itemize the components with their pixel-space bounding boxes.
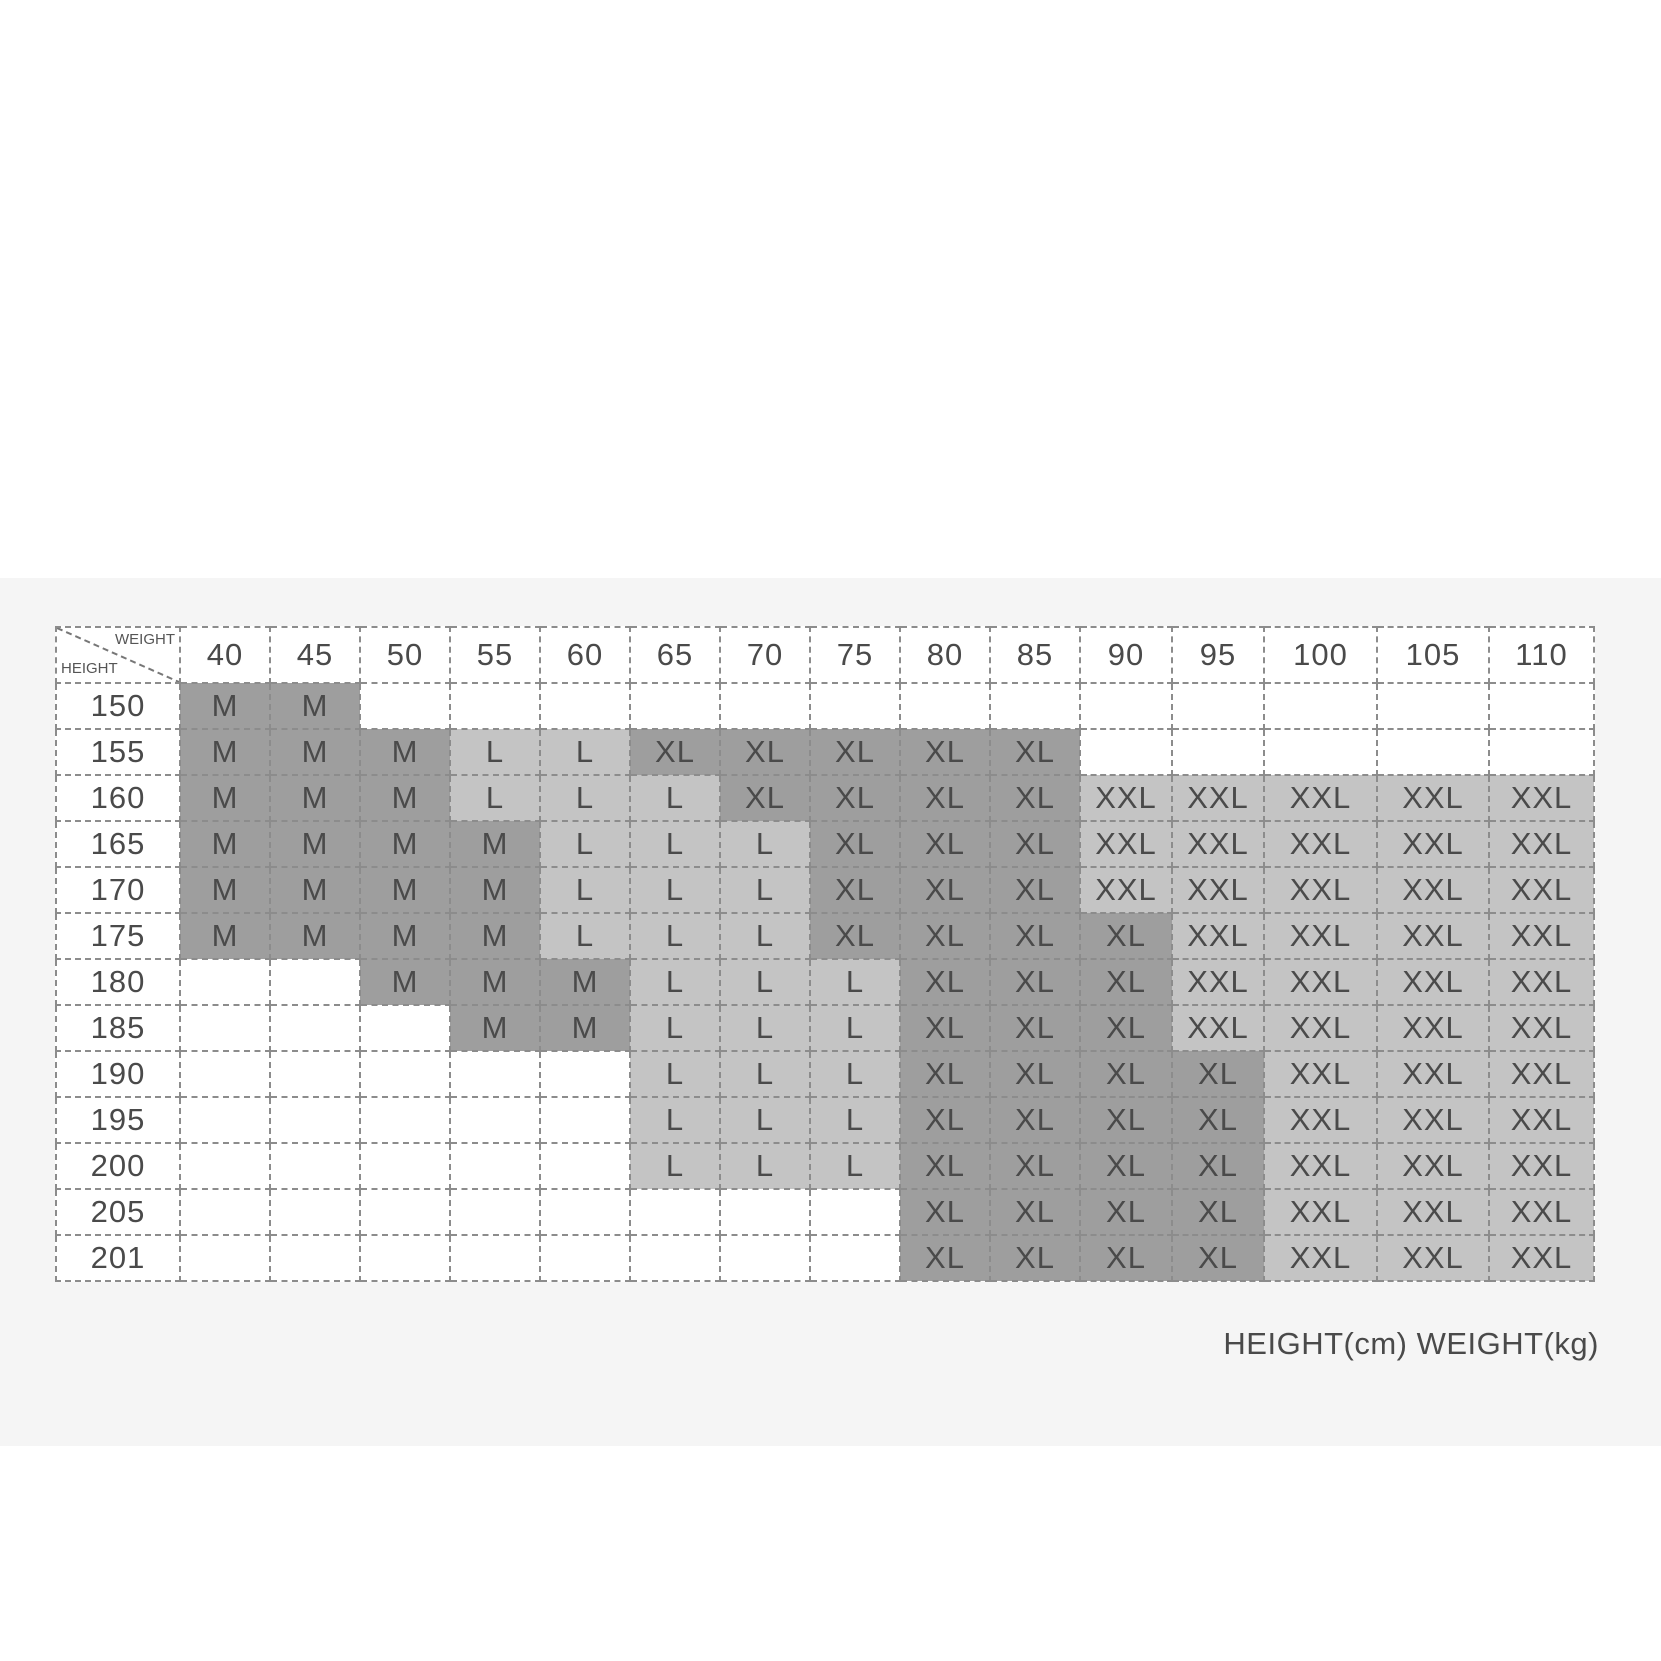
weight-column-header: 70 bbox=[720, 627, 810, 683]
empty-cell bbox=[270, 1235, 360, 1281]
height-row-header: 195 bbox=[56, 1097, 180, 1143]
size-cell: XXL bbox=[1489, 821, 1594, 867]
size-cell: L bbox=[720, 1097, 810, 1143]
table-row bbox=[56, 867, 1594, 913]
height-axis-label: HEIGHT bbox=[61, 660, 118, 677]
size-cell: XL bbox=[1080, 1235, 1172, 1281]
size-cell: M bbox=[360, 867, 450, 913]
height-row-header: 200 bbox=[56, 1143, 180, 1189]
weight-column-header: 55 bbox=[450, 627, 540, 683]
empty-cell bbox=[180, 1051, 270, 1097]
empty-cell bbox=[450, 1143, 540, 1189]
size-cell: XXL bbox=[1264, 959, 1377, 1005]
size-cell: L bbox=[450, 775, 540, 821]
empty-cell bbox=[900, 683, 990, 729]
weight-column-header: 50 bbox=[360, 627, 450, 683]
size-cell: L bbox=[810, 959, 900, 1005]
table-row bbox=[56, 913, 1594, 959]
size-cell: L bbox=[720, 913, 810, 959]
size-cell: XXL bbox=[1264, 775, 1377, 821]
weight-axis-label: WEIGHT bbox=[115, 631, 175, 648]
size-cell: L bbox=[630, 1051, 720, 1097]
empty-cell bbox=[450, 1235, 540, 1281]
size-chart-table bbox=[55, 626, 1595, 1282]
size-cell: XXL bbox=[1489, 959, 1594, 1005]
empty-cell bbox=[360, 1005, 450, 1051]
size-cell: M bbox=[270, 683, 360, 729]
weight-column-header: 110 bbox=[1489, 627, 1594, 683]
size-cell: L bbox=[810, 1143, 900, 1189]
weight-column-header: 95 bbox=[1172, 627, 1264, 683]
size-cell: M bbox=[360, 821, 450, 867]
size-cell: M bbox=[450, 867, 540, 913]
size-cell: M bbox=[450, 1005, 540, 1051]
empty-cell bbox=[630, 1235, 720, 1281]
size-cell: M bbox=[180, 913, 270, 959]
height-row-header: 160 bbox=[56, 775, 180, 821]
empty-cell bbox=[360, 1189, 450, 1235]
height-row-header: 170 bbox=[56, 867, 180, 913]
size-cell: XXL bbox=[1172, 959, 1264, 1005]
size-cell: M bbox=[450, 913, 540, 959]
size-cell: XL bbox=[810, 913, 900, 959]
size-cell: XXL bbox=[1264, 1051, 1377, 1097]
empty-cell bbox=[360, 1097, 450, 1143]
size-cell: XL bbox=[900, 1051, 990, 1097]
size-cell: XXL bbox=[1264, 1005, 1377, 1051]
size-cell: L bbox=[720, 1051, 810, 1097]
size-cell: XXL bbox=[1489, 1097, 1594, 1143]
size-cell: XXL bbox=[1264, 1143, 1377, 1189]
empty-cell bbox=[450, 1097, 540, 1143]
weight-column-header: 85 bbox=[990, 627, 1080, 683]
size-cell: XL bbox=[900, 775, 990, 821]
size-cell: XL bbox=[900, 1143, 990, 1189]
size-cell: L bbox=[720, 1143, 810, 1189]
empty-cell bbox=[450, 1189, 540, 1235]
empty-cell bbox=[270, 1005, 360, 1051]
empty-cell bbox=[540, 1189, 630, 1235]
size-cell: XL bbox=[900, 1005, 990, 1051]
height-row-header: 165 bbox=[56, 821, 180, 867]
size-cell: XXL bbox=[1489, 913, 1594, 959]
weight-column-header: 60 bbox=[540, 627, 630, 683]
size-cell: XL bbox=[810, 821, 900, 867]
size-cell: XXL bbox=[1172, 821, 1264, 867]
empty-cell bbox=[1489, 729, 1594, 775]
size-cell: XXL bbox=[1264, 1189, 1377, 1235]
weight-header-row bbox=[56, 627, 1594, 683]
size-cell: L bbox=[630, 821, 720, 867]
size-cell: XL bbox=[810, 729, 900, 775]
size-cell: XL bbox=[1080, 913, 1172, 959]
size-cell: XXL bbox=[1172, 913, 1264, 959]
weight-column-header: 40 bbox=[180, 627, 270, 683]
size-cell: XL bbox=[990, 1097, 1080, 1143]
empty-cell bbox=[270, 959, 360, 1005]
height-row-header: 205 bbox=[56, 1189, 180, 1235]
weight-column-header: 105 bbox=[1377, 627, 1489, 683]
empty-cell bbox=[810, 1189, 900, 1235]
empty-cell bbox=[360, 1143, 450, 1189]
size-cell: XXL bbox=[1172, 775, 1264, 821]
size-cell: M bbox=[360, 729, 450, 775]
empty-cell bbox=[810, 683, 900, 729]
size-cell: XXL bbox=[1489, 1235, 1594, 1281]
weight-column-header: 100 bbox=[1264, 627, 1377, 683]
size-cell: XXL bbox=[1377, 959, 1489, 1005]
size-cell: XL bbox=[1172, 1097, 1264, 1143]
size-cell: L bbox=[720, 867, 810, 913]
size-cell: XXL bbox=[1377, 913, 1489, 959]
empty-cell bbox=[1264, 683, 1377, 729]
size-cell: L bbox=[720, 821, 810, 867]
size-cell: XXL bbox=[1489, 775, 1594, 821]
size-cell: M bbox=[270, 867, 360, 913]
size-cell: XL bbox=[990, 1143, 1080, 1189]
size-cell: XL bbox=[900, 729, 990, 775]
size-cell: XL bbox=[990, 867, 1080, 913]
size-cell: L bbox=[720, 1005, 810, 1051]
size-cell: XXL bbox=[1377, 1235, 1489, 1281]
size-cell: XXL bbox=[1172, 1005, 1264, 1051]
size-cell: M bbox=[270, 775, 360, 821]
table-row bbox=[56, 1051, 1594, 1097]
size-cell: XL bbox=[1080, 1097, 1172, 1143]
size-cell: M bbox=[450, 959, 540, 1005]
empty-cell bbox=[720, 1235, 810, 1281]
size-cell: XL bbox=[900, 1235, 990, 1281]
empty-cell bbox=[1264, 729, 1377, 775]
size-cell: XXL bbox=[1172, 867, 1264, 913]
size-cell: XL bbox=[1172, 1051, 1264, 1097]
empty-cell bbox=[1080, 683, 1172, 729]
size-cell: XXL bbox=[1489, 1189, 1594, 1235]
size-cell: L bbox=[720, 959, 810, 1005]
size-cell: XL bbox=[1080, 959, 1172, 1005]
empty-cell bbox=[1172, 683, 1264, 729]
table-row bbox=[56, 775, 1594, 821]
size-cell: XL bbox=[900, 959, 990, 1005]
size-cell: XL bbox=[900, 913, 990, 959]
empty-cell bbox=[1489, 683, 1594, 729]
table-row bbox=[56, 821, 1594, 867]
size-cell: XL bbox=[630, 729, 720, 775]
table-row bbox=[56, 1235, 1594, 1281]
height-row-header: 175 bbox=[56, 913, 180, 959]
size-cell: XXL bbox=[1080, 867, 1172, 913]
size-cell: XL bbox=[990, 775, 1080, 821]
size-cell: L bbox=[540, 867, 630, 913]
size-cell: XXL bbox=[1377, 775, 1489, 821]
empty-cell bbox=[810, 1235, 900, 1281]
size-cell: L bbox=[630, 913, 720, 959]
empty-cell bbox=[360, 683, 450, 729]
size-cell: XL bbox=[1080, 1189, 1172, 1235]
size-cell: M bbox=[360, 775, 450, 821]
empty-cell bbox=[630, 1189, 720, 1235]
empty-cell bbox=[270, 1051, 360, 1097]
size-cell: L bbox=[630, 959, 720, 1005]
empty-cell bbox=[540, 1235, 630, 1281]
size-cell: XL bbox=[900, 1097, 990, 1143]
size-cell: XXL bbox=[1489, 1143, 1594, 1189]
empty-cell bbox=[720, 1189, 810, 1235]
size-cell: XXL bbox=[1377, 1005, 1489, 1051]
size-cell: M bbox=[180, 775, 270, 821]
size-cell: XL bbox=[810, 867, 900, 913]
empty-cell bbox=[1377, 683, 1489, 729]
size-cell: M bbox=[360, 959, 450, 1005]
empty-cell bbox=[1172, 729, 1264, 775]
size-cell: XL bbox=[990, 1235, 1080, 1281]
empty-cell bbox=[180, 959, 270, 1005]
size-cell: XXL bbox=[1264, 821, 1377, 867]
size-cell: L bbox=[810, 1051, 900, 1097]
size-cell: L bbox=[810, 1097, 900, 1143]
size-cell: XXL bbox=[1264, 867, 1377, 913]
size-cell: M bbox=[540, 1005, 630, 1051]
size-cell: L bbox=[450, 729, 540, 775]
size-cell: M bbox=[360, 913, 450, 959]
size-cell: XL bbox=[810, 775, 900, 821]
size-cell: XL bbox=[990, 1005, 1080, 1051]
empty-cell bbox=[540, 1051, 630, 1097]
size-cell: XL bbox=[1080, 1005, 1172, 1051]
size-cell: XXL bbox=[1377, 821, 1489, 867]
size-cell: XL bbox=[1172, 1235, 1264, 1281]
empty-cell bbox=[450, 683, 540, 729]
size-cell: XXL bbox=[1377, 867, 1489, 913]
size-cell: M bbox=[270, 821, 360, 867]
size-cell: XL bbox=[990, 729, 1080, 775]
weight-column-header: 65 bbox=[630, 627, 720, 683]
size-cell: XL bbox=[720, 729, 810, 775]
height-row-header: 201 bbox=[56, 1235, 180, 1281]
height-row-header: 190 bbox=[56, 1051, 180, 1097]
empty-cell bbox=[180, 1143, 270, 1189]
size-cell: M bbox=[180, 867, 270, 913]
empty-cell bbox=[630, 683, 720, 729]
size-cell: M bbox=[180, 683, 270, 729]
height-row-header: 150 bbox=[56, 683, 180, 729]
height-row-header: 180 bbox=[56, 959, 180, 1005]
size-cell: XXL bbox=[1080, 775, 1172, 821]
size-cell: L bbox=[810, 1005, 900, 1051]
size-cell: L bbox=[540, 913, 630, 959]
size-cell: M bbox=[270, 913, 360, 959]
empty-cell bbox=[270, 1143, 360, 1189]
table-row bbox=[56, 1005, 1594, 1051]
empty-cell bbox=[450, 1051, 540, 1097]
empty-cell bbox=[990, 683, 1080, 729]
size-cell: XL bbox=[1172, 1189, 1264, 1235]
height-row-header: 155 bbox=[56, 729, 180, 775]
size-cell: L bbox=[540, 775, 630, 821]
empty-cell bbox=[1080, 729, 1172, 775]
size-cell: XXL bbox=[1377, 1097, 1489, 1143]
size-cell: M bbox=[180, 729, 270, 775]
size-cell: M bbox=[270, 729, 360, 775]
size-cell: XXL bbox=[1377, 1051, 1489, 1097]
table-row bbox=[56, 729, 1594, 775]
empty-cell bbox=[540, 683, 630, 729]
weight-column-header: 75 bbox=[810, 627, 900, 683]
size-cell: XL bbox=[990, 1051, 1080, 1097]
empty-cell bbox=[180, 1189, 270, 1235]
size-cell: L bbox=[630, 775, 720, 821]
empty-cell bbox=[180, 1005, 270, 1051]
size-cell: L bbox=[630, 1143, 720, 1189]
size-cell: M bbox=[540, 959, 630, 1005]
size-cell: XL bbox=[900, 1189, 990, 1235]
size-cell: XXL bbox=[1264, 913, 1377, 959]
empty-cell bbox=[180, 1235, 270, 1281]
size-cell: L bbox=[630, 1005, 720, 1051]
table-row bbox=[56, 1189, 1594, 1235]
size-cell: L bbox=[630, 1097, 720, 1143]
empty-cell bbox=[720, 683, 810, 729]
size-cell: XL bbox=[1080, 1143, 1172, 1189]
size-cell: L bbox=[540, 821, 630, 867]
size-cell: XXL bbox=[1080, 821, 1172, 867]
size-cell: XL bbox=[1080, 1051, 1172, 1097]
size-cell: XL bbox=[900, 821, 990, 867]
size-cell: XL bbox=[900, 867, 990, 913]
size-cell: XXL bbox=[1489, 1005, 1594, 1051]
units-caption: HEIGHT(cm) WEIGHT(kg) bbox=[1223, 1326, 1599, 1361]
size-cell: XXL bbox=[1489, 867, 1594, 913]
size-cell: XXL bbox=[1377, 1189, 1489, 1235]
table-row bbox=[56, 1143, 1594, 1189]
weight-column-header: 80 bbox=[900, 627, 990, 683]
empty-cell bbox=[540, 1097, 630, 1143]
empty-cell bbox=[180, 1097, 270, 1143]
size-cell: XL bbox=[990, 1189, 1080, 1235]
size-cell: XL bbox=[990, 821, 1080, 867]
corner-cell bbox=[56, 627, 180, 683]
weight-column-header: 45 bbox=[270, 627, 360, 683]
table-row bbox=[56, 959, 1594, 1005]
empty-cell bbox=[270, 1097, 360, 1143]
empty-cell bbox=[360, 1235, 450, 1281]
empty-cell bbox=[1377, 729, 1489, 775]
height-row-header: 185 bbox=[56, 1005, 180, 1051]
size-cell: XXL bbox=[1489, 1051, 1594, 1097]
size-cell: XXL bbox=[1264, 1235, 1377, 1281]
size-cell: XXL bbox=[1264, 1097, 1377, 1143]
size-cell: XL bbox=[720, 775, 810, 821]
table-row bbox=[56, 683, 1594, 729]
size-cell: L bbox=[540, 729, 630, 775]
table-row bbox=[56, 1097, 1594, 1143]
empty-cell bbox=[270, 1189, 360, 1235]
weight-column-header: 90 bbox=[1080, 627, 1172, 683]
size-cell: M bbox=[450, 821, 540, 867]
size-cell: L bbox=[630, 867, 720, 913]
size-cell: XXL bbox=[1377, 1143, 1489, 1189]
empty-cell bbox=[540, 1143, 630, 1189]
size-cell: XL bbox=[1172, 1143, 1264, 1189]
size-cell: M bbox=[180, 821, 270, 867]
size-cell: XL bbox=[990, 913, 1080, 959]
empty-cell bbox=[360, 1051, 450, 1097]
size-cell: XL bbox=[990, 959, 1080, 1005]
